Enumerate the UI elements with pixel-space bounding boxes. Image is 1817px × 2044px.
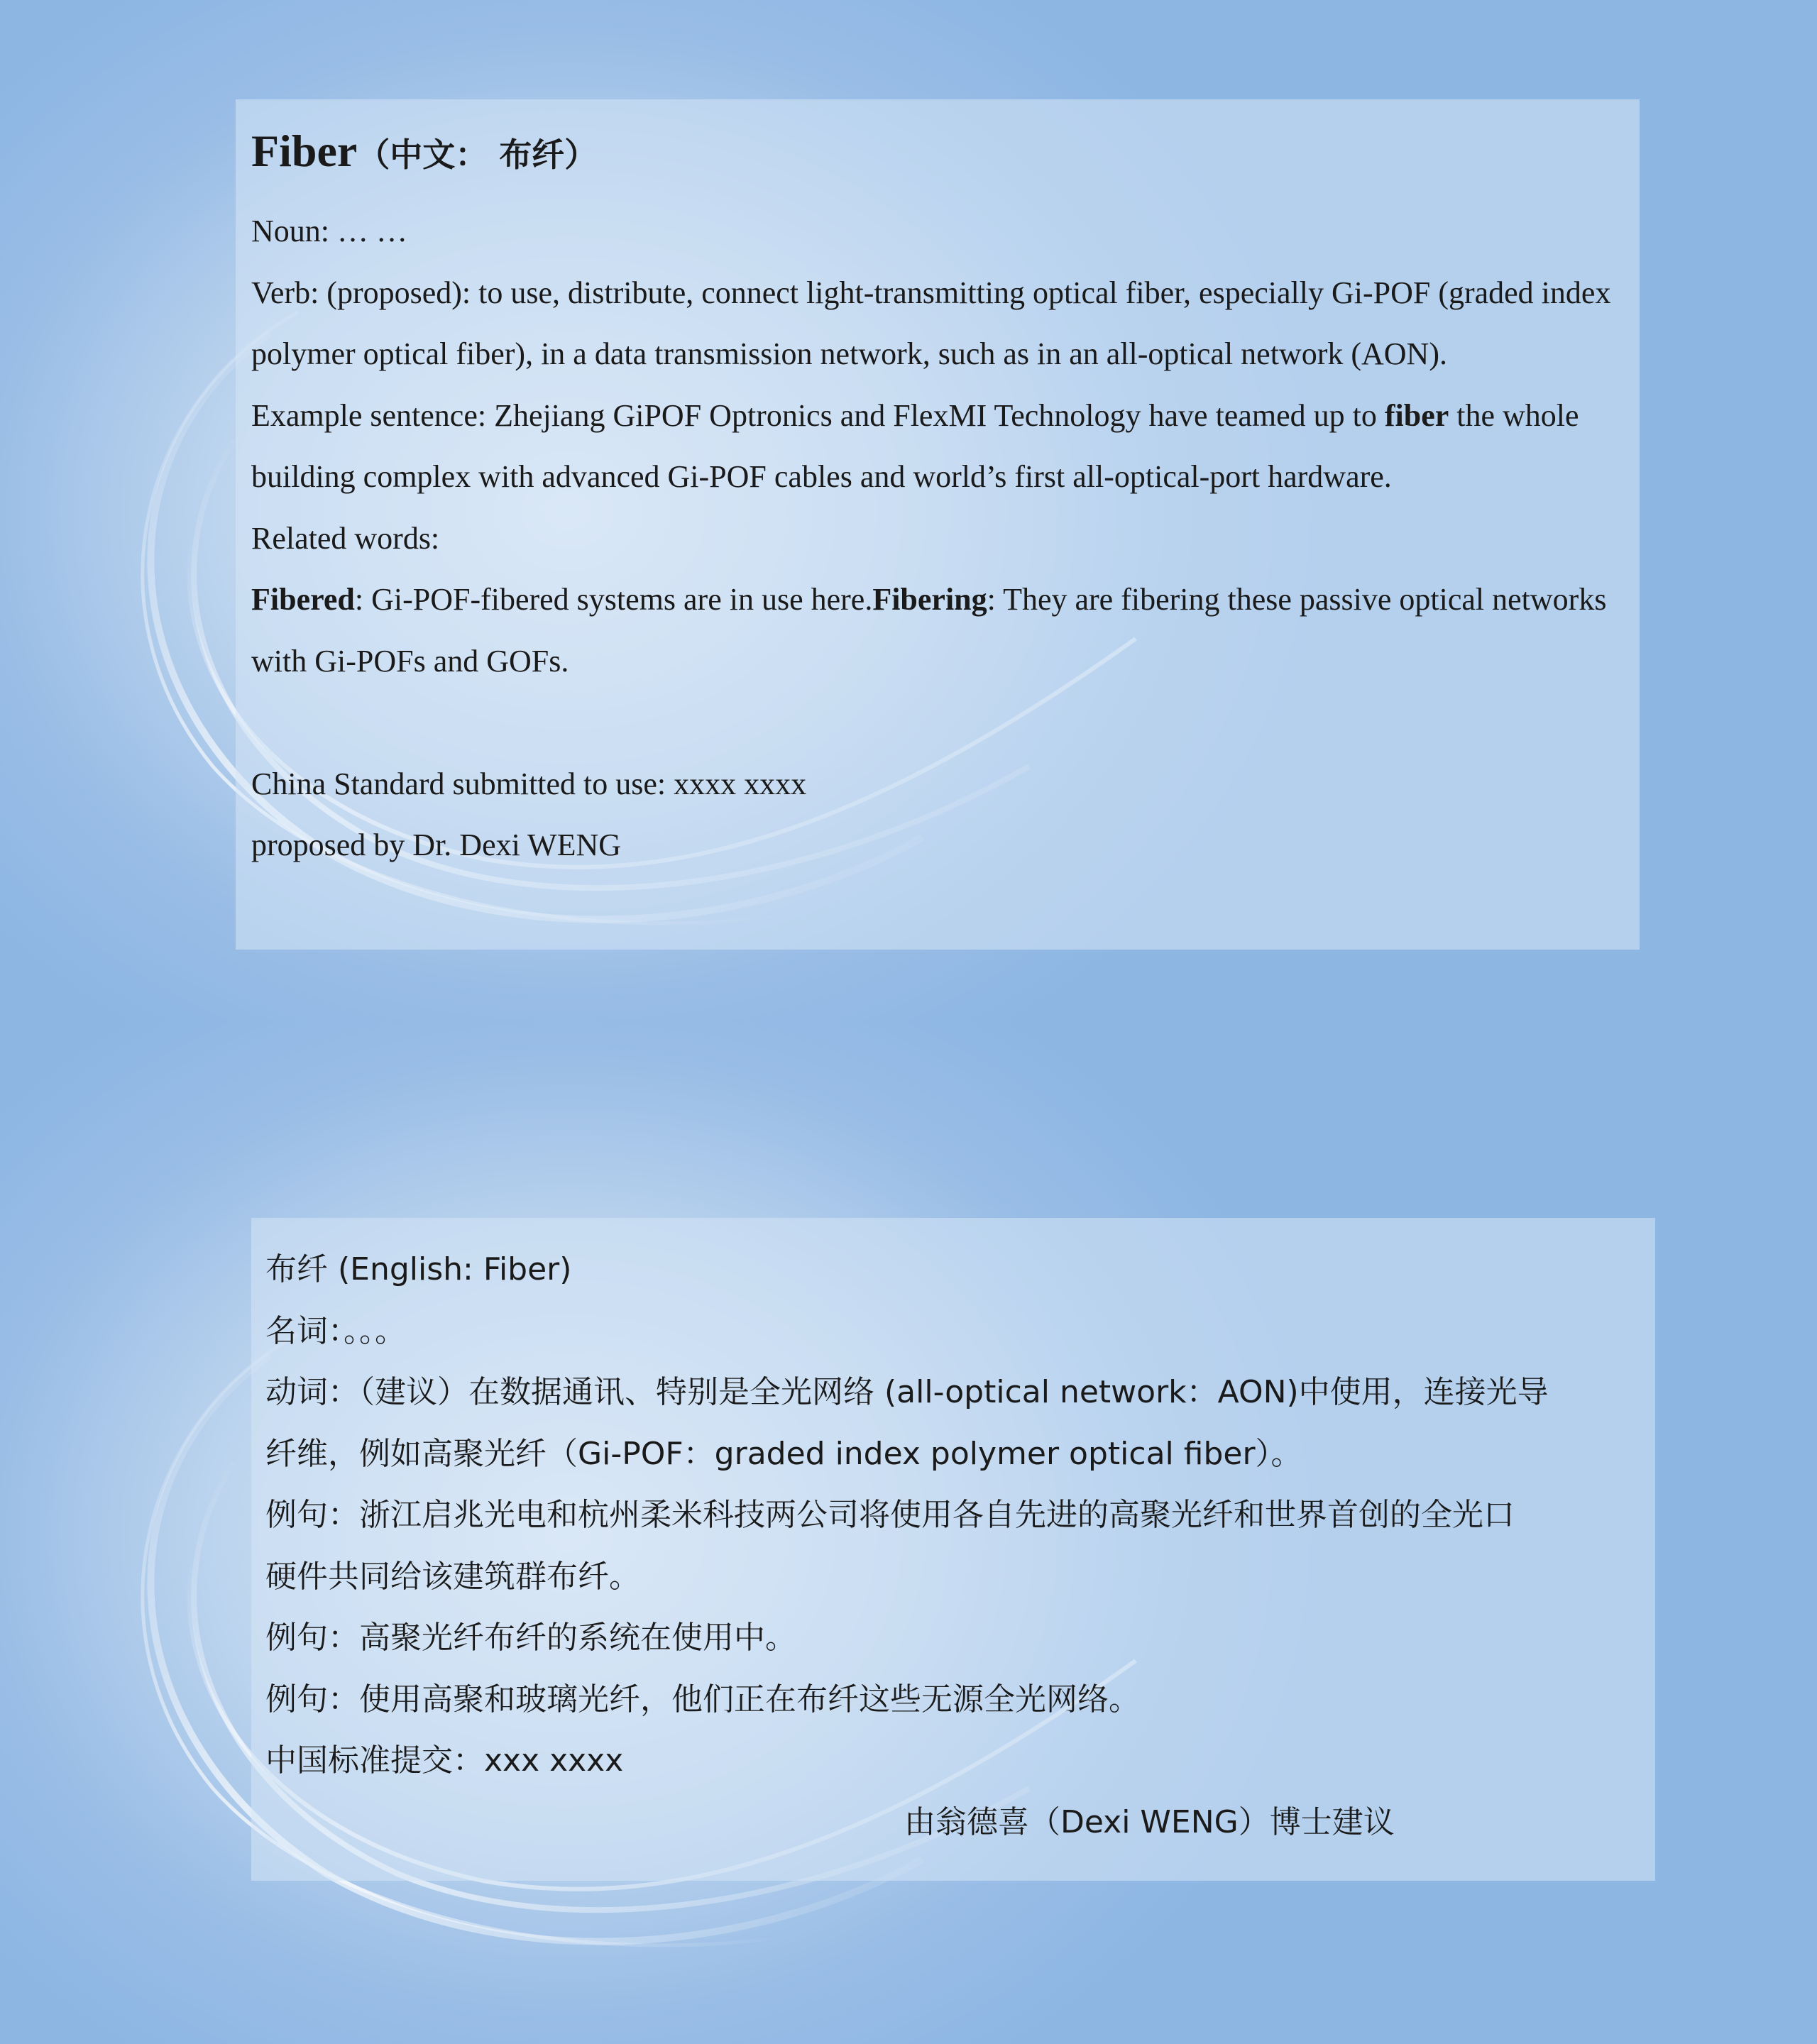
zh-standard-line: 中国标准提交：xxx xxxx [265, 1742, 624, 1779]
proposer-line: proposed by Dr. Dexi WENG [251, 828, 621, 862]
fibered-word: Fibered [251, 582, 355, 617]
spacer [251, 692, 1624, 754]
related-words-label: Related words: [251, 520, 440, 556]
zh-verb-line-1: 动词：（建议）在数据通讯、特别是全光网络 (all-optical network：AON)中使用，连接光导 [265, 1374, 1549, 1410]
zh-example3: 例句：使用高聚和玻璃光纤，他们正在布纤这些无源全光网络。 [265, 1681, 1140, 1718]
zh-example1-line-2: 硬件共同给该建筑群布纤。 [265, 1558, 640, 1595]
definition-title [251, 126, 1624, 180]
example-sentence [251, 385, 1624, 508]
verb-definition: Verb: (proposed): to use, distribute, connect light-transmitting optical fiber, especially Gi-POF (graded index polymer optical fiber), in a data transmission network, such as in an all-optical network (AON). [251, 275, 1611, 371]
title-word: Fiber [251, 126, 358, 176]
english-definition-card [236, 99, 1640, 950]
example-prefix: Example sentence: Zhejiang GiPOF Optronics and FlexMI Technology have teamed up to [251, 397, 1385, 433]
fibering-word: Fibering [872, 582, 987, 617]
example-suffix: the whole building complex with advanced Gi-POF cables and world’s first all-optical-port hardware. [251, 397, 1579, 494]
related-words [251, 569, 1624, 692]
fibering-text: : They are fibering these passive optical networks with Gi-POFs and GOFs. [251, 582, 1607, 678]
zh-example2: 例句：高聚光纤布纤的系统在使用中。 [265, 1620, 796, 1656]
zh-example1-line-1: 例句：浙江启兆光电和杭州柔米科技两公司将使用各自先进的高聚光纤和世界首创的全光口 [265, 1497, 1515, 1533]
zh-proposer-line: 由翁德喜（Dexi WENG）博士建议 [904, 1803, 1395, 1840]
title-chinese-gloss: （中文： 布纤） [357, 136, 598, 174]
example-bold-word: fiber [1384, 397, 1449, 433]
fibered-text: : Gi-POF-fibered systems are in use here. [354, 582, 873, 617]
zh-verb-line-2: 纤维，例如高聚光纤（Gi-POF：graded index polymer optical fiber）。 [265, 1435, 1302, 1472]
zh-title: 布纤 (English: Fiber) [265, 1251, 572, 1287]
chinese-definition-card [251, 1218, 1655, 1881]
zh-noun-line: 名词：。。。 [265, 1312, 406, 1349]
noun-line: Noun: … … [251, 214, 407, 248]
standard-line: China Standard submitted to use: xxxx xxxx [251, 766, 807, 801]
